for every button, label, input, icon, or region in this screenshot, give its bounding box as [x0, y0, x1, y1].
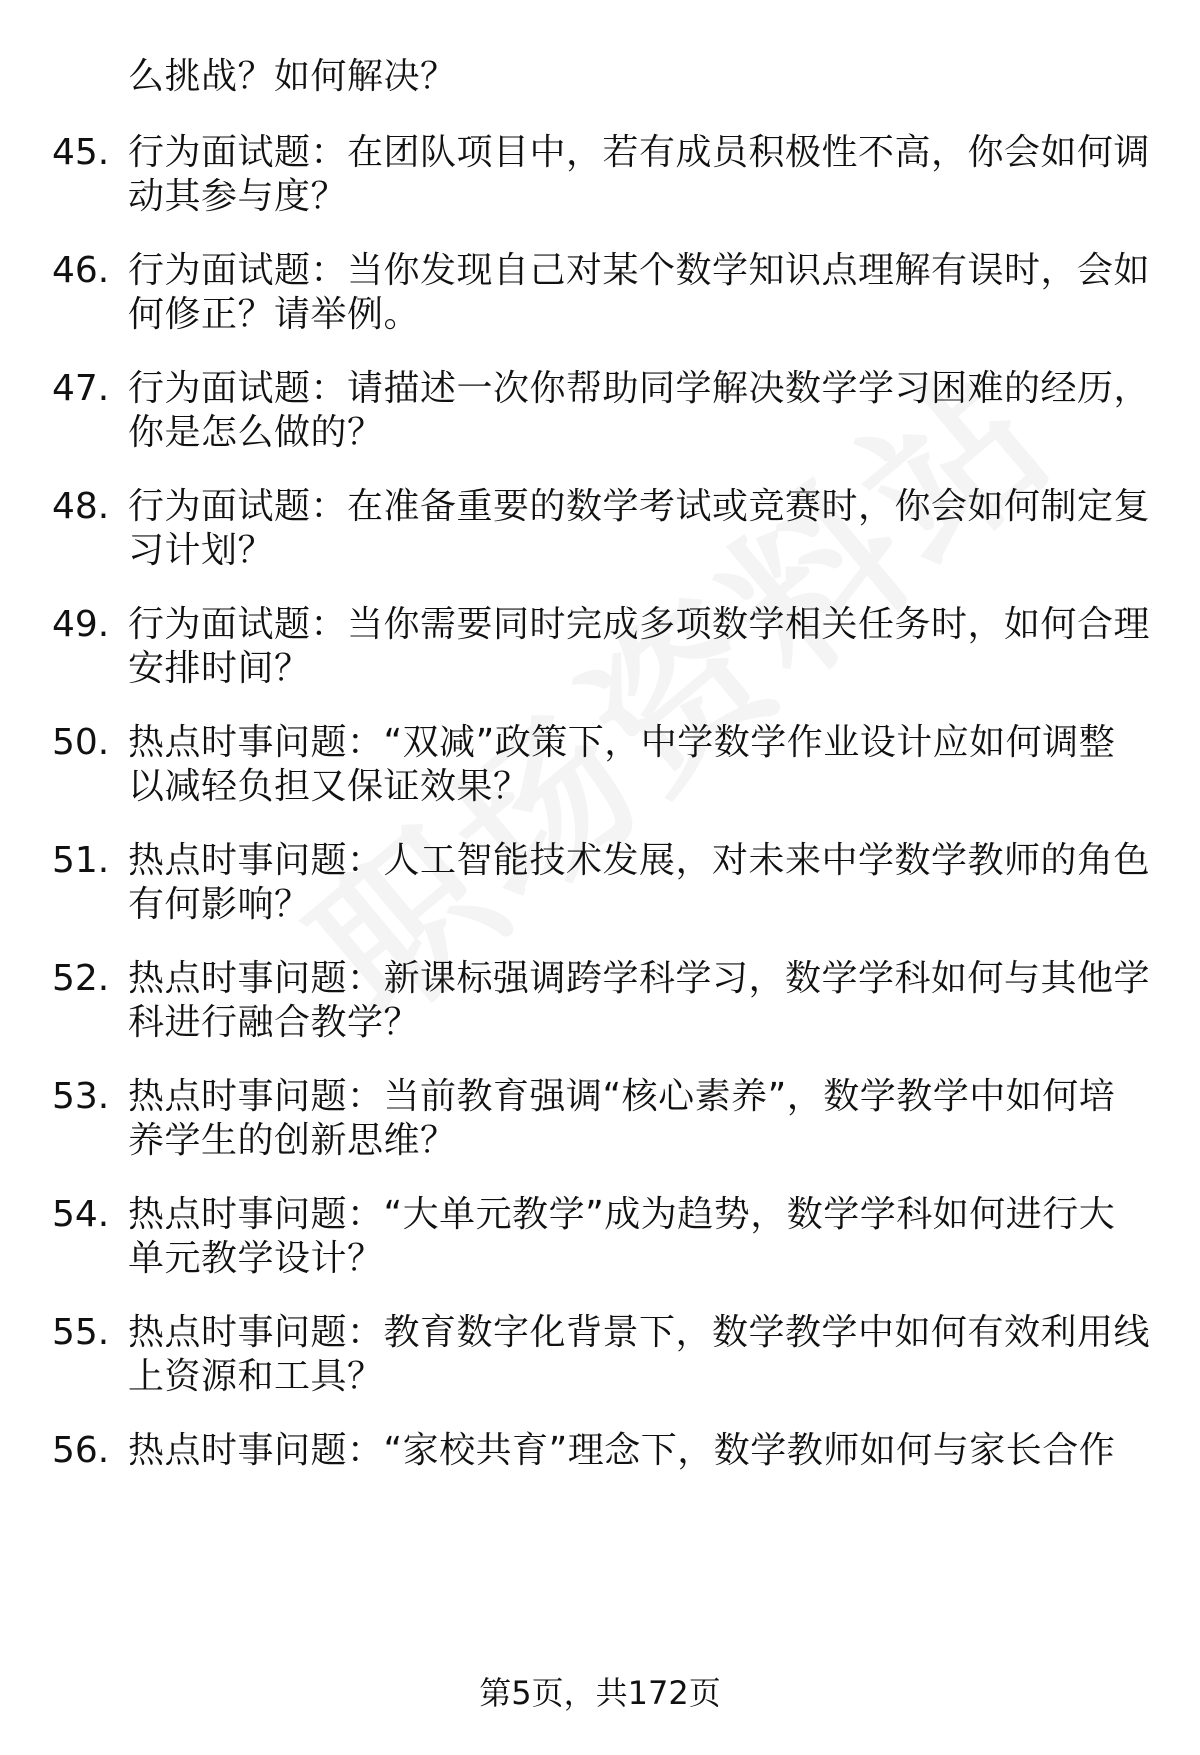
question-text-line2: 动其参与度？ — [128, 176, 348, 217]
question-text-line1: 行为面试题：请描述一次你帮助同学解决数学学习困难的经历， — [128, 368, 1151, 409]
question-text-line1: 行为面试题：当你发现自己对某个数学知识点理解有误时，会如 — [128, 250, 1151, 291]
question-text-line2: 单元教学设计？ — [128, 1238, 384, 1279]
question-text-line1: 行为面试题：在团队项目中，若有成员积极性不高，你会如何调 — [128, 132, 1151, 173]
question-text-line2: 科进行融合教学？ — [128, 1002, 421, 1043]
question-number: 55. — [52, 1312, 110, 1353]
question-text-line2: 习计划？ — [128, 530, 275, 571]
question-text-line1: 热点时事问题：教育数字化背景下，数学教学中如何有效利用线 — [128, 1312, 1151, 1353]
question-text-line1: 热点时事问题：当前教育强调“核心素养”，数学教学中如何培 — [128, 1076, 1116, 1117]
question-text-line1: 热点时事问题：新课标强调跨学科学习，数学学科如何与其他学 — [128, 958, 1151, 999]
question-number: 47. — [52, 368, 110, 409]
question-number: 51. — [52, 840, 110, 881]
question-text-line1: 行为面试题：在准备重要的数学考试或竞赛时，你会如何制定复 — [128, 486, 1151, 527]
question-number: 53. — [52, 1076, 110, 1117]
question-number: 48. — [52, 486, 110, 527]
question-text-line1: 热点时事问题：“双减”政策下，中学数学作业设计应如何调整 — [128, 722, 1116, 763]
question-text-line2: 你是怎么做的？ — [128, 412, 384, 453]
question-text-line2: 上资源和工具？ — [128, 1356, 384, 1397]
question-number: 50. — [52, 722, 110, 763]
question-number: 52. — [52, 958, 110, 999]
question-text-line2: 安排时间？ — [128, 648, 311, 689]
question-number: 49. — [52, 604, 110, 645]
question-number: 45. — [52, 132, 110, 173]
page-footer: 第5页，共172页 — [479, 1674, 721, 1712]
question-text-line1: 热点时事问题：“家校共育”理念下，数学教师如何与家长合作 — [128, 1430, 1116, 1471]
question-text-line2: 养学生的创新思维？ — [128, 1120, 457, 1161]
question-number: 56. — [52, 1430, 110, 1471]
question-text-line1: 热点时事问题：人工智能技术发展，对未来中学数学教师的角色 — [128, 840, 1151, 881]
question-text-line2: 何修正？请举例。 — [128, 294, 421, 335]
question-text-line1: 行为面试题：当你需要同时完成多项数学相关任务时，如何合理 — [128, 604, 1151, 645]
question-text-line2: 有何影响？ — [128, 884, 311, 925]
question-number: 54. — [52, 1194, 110, 1235]
continued-line: 么挑战？如何解决？ — [128, 56, 457, 97]
question-number: 46. — [52, 250, 110, 291]
question-text-line2: 以减轻负担又保证效果？ — [128, 766, 530, 807]
question-text-line1: 热点时事问题：“大单元教学”成为趋势，数学学科如何进行大 — [128, 1194, 1116, 1235]
